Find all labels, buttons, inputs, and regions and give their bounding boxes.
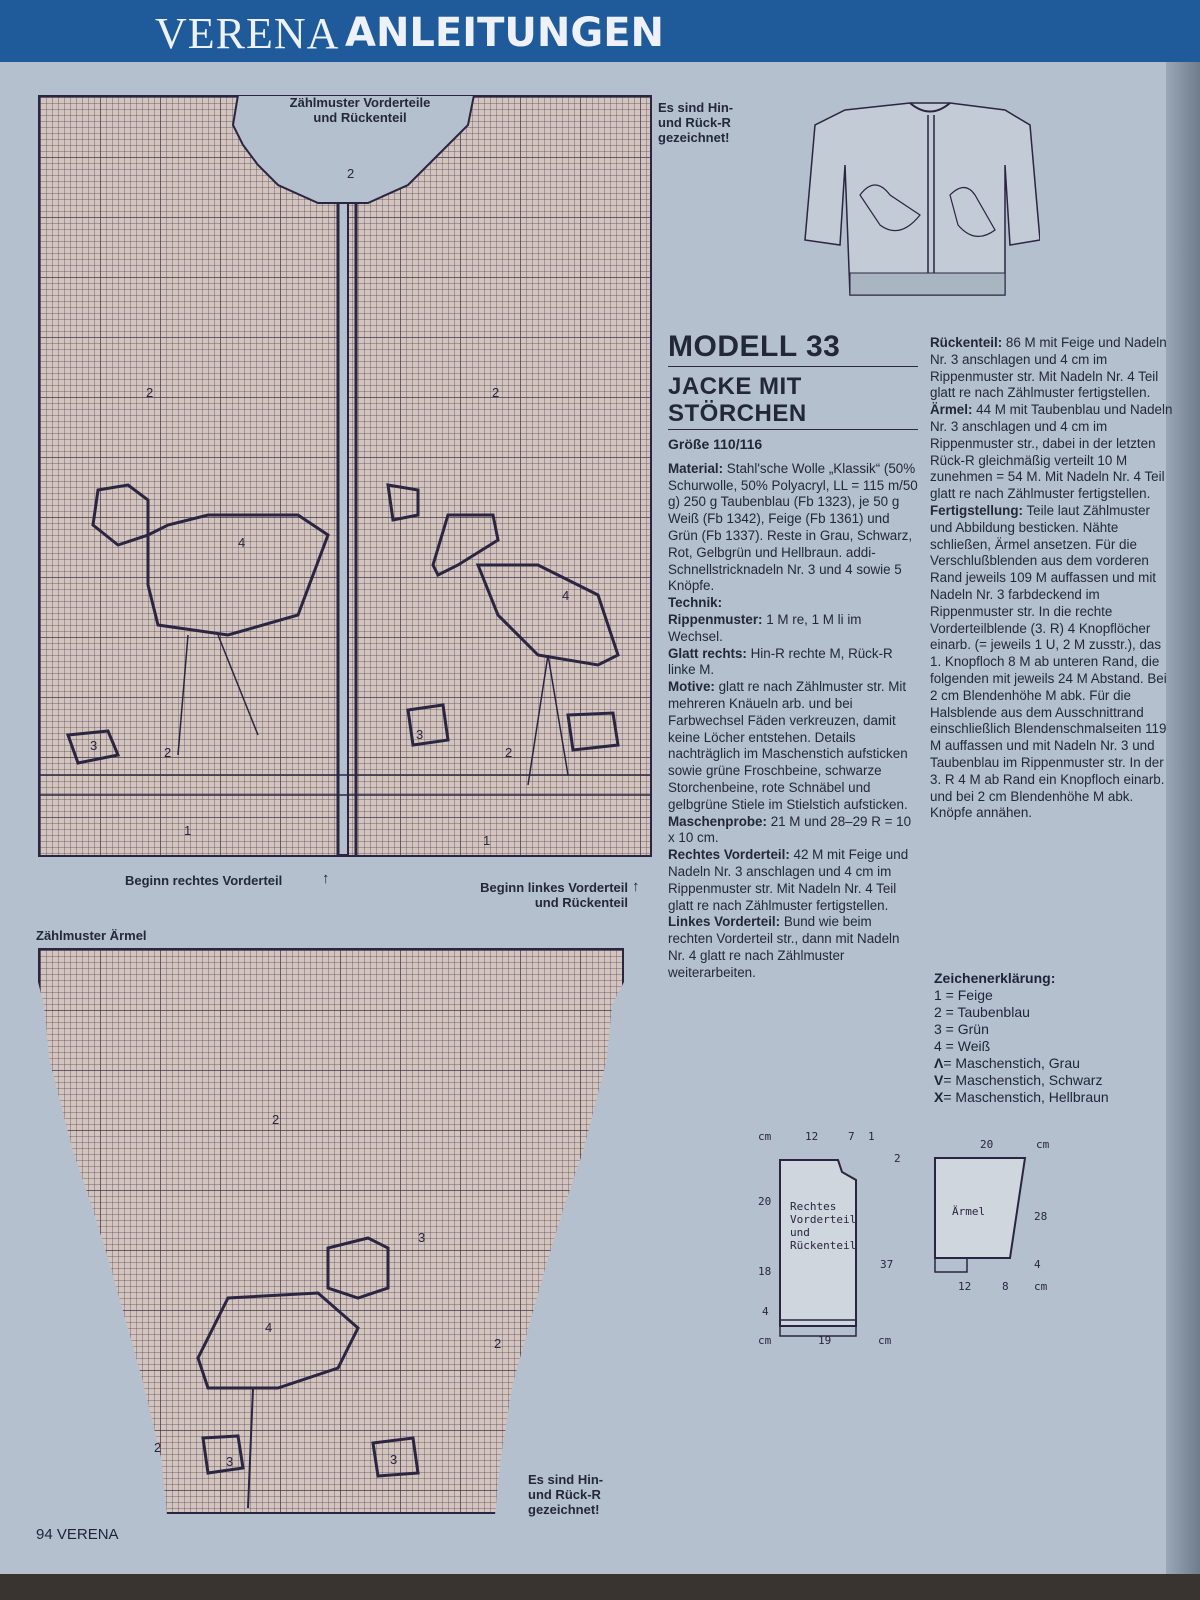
chart-number: 2 xyxy=(492,385,500,400)
lvt-label: Linkes Vorderteil: xyxy=(668,914,781,930)
begin-left-front-label: Beginn linkes Vorderteil und Rückenteil xyxy=(480,880,628,910)
symbol-legend xyxy=(934,970,1174,1106)
size-info: Größe 110/116 xyxy=(668,436,763,452)
motive-label: Motive: xyxy=(668,679,715,695)
dim-label: 8 xyxy=(1002,1280,1009,1293)
rippen-label: Rippenmuster: xyxy=(668,611,763,627)
rippen-paragraph xyxy=(668,612,918,646)
begin-right-front-label: Beginn rechtes Vorderteil xyxy=(125,873,283,888)
glatt-label: Glatt rechts: xyxy=(668,645,747,661)
material-text: Stahl'sche Wolle „Klassik“ (50% Schurwolle, 50% Polyacryl, LL = 115 m/50 g) 250 g Taubenblau (Fb 1323), je 50 g Weiß (Fb 1342), Feige (Fb 1361) und Grün (Fb 1337). Reste in Grau, Schwarz, Rot, Gelbgrün und Hellbraun. addi-Schnellstricknadeln Nr. 3 und 4 sowie 5 Knöpfe. xyxy=(668,460,918,594)
dim-label: 28 xyxy=(1034,1210,1048,1223)
chart-number: 3 xyxy=(418,1230,426,1245)
page-bottom-edge xyxy=(0,1574,1200,1600)
chart-number: 2 xyxy=(272,1112,280,1127)
note-hin-rueck-top: Es sind Hin- und Rück-R gezeichnet! xyxy=(658,100,734,145)
rvt-label: Rechtes Vorderteil: xyxy=(668,847,790,863)
chart-number: 1 xyxy=(184,823,192,838)
motive-text: glatt re nach Zählmuster str. Mit mehreren Knäueln arb. und bei Farbwechsel Fäden verkreuzen, damit keine Löcher entstehen. Details nachträglich im Maschenstich aufsticken sowie grüne Froschbeine, schwarze Storchenbeine, rote Schnäbel und gelbgrüne Stiele im Stielstich aufsticken. xyxy=(668,679,908,812)
fertig-label: Fertigstellung: xyxy=(930,502,1023,518)
legend-title: Zeichenerklärung: xyxy=(934,970,1056,986)
jacket-illustration xyxy=(800,95,1040,305)
dim-label: 7 xyxy=(848,1130,855,1143)
model-number: MODELL 33 xyxy=(668,330,918,367)
aermel-paragraph xyxy=(930,402,1175,503)
chart-number: 2 xyxy=(164,745,172,760)
chart-number: 2 xyxy=(146,385,154,400)
dim-label: 18 xyxy=(758,1265,772,1278)
legend-item: 2 = Taubenblau xyxy=(934,1004,1030,1020)
instructions-column-1 xyxy=(668,330,918,982)
front-chart-overlay xyxy=(38,95,652,857)
note-hin-rueck-bottom: Es sind Hin- und Rück-R gezeichnet! xyxy=(528,1472,604,1517)
chart-number: 2 xyxy=(494,1336,502,1351)
dim-label: 4 xyxy=(1034,1258,1041,1271)
probe-paragraph xyxy=(668,814,918,848)
header-bar xyxy=(0,0,1200,62)
legend-item: 4 = Weiß xyxy=(934,1038,991,1054)
sleeve-chart-title: Zählmuster Ärmel xyxy=(36,928,147,943)
dim-label: cm xyxy=(758,1334,772,1347)
chart-number: 2 xyxy=(154,1440,162,1455)
dim-label: 12 xyxy=(805,1130,819,1143)
legend-item-text: = Maschenstich, Schwarz xyxy=(943,1072,1103,1088)
chart-number: 4 xyxy=(562,588,570,603)
dim-label: 20 xyxy=(980,1138,994,1151)
dim-label: 19 xyxy=(818,1334,832,1347)
rippen-text: 1 M re, 1 M li im Wechsel. xyxy=(668,611,862,644)
page-footer: 94 VERENA xyxy=(36,1526,119,1543)
fertig-text: Teile laut Zählmuster und Abbildung besticken. Nähte schließen, Ärmel ansetzen. Für die Verschlußblenden aus dem vorderen Rand jeweils 109 M auffassen und mit Nadeln Nr. 3 farbdeckend im Rippenmuster str. In die rechte Vorderteilblende (3. R) 4 Knopflöcher einarb. (= jeweils 1 U, 2 M zusstr.), das 1. Knopfloch 8 M ab unteren Rand, die folgenden mit jeweils 24 M Abstand. Bei 2 cm Blendenhöhe M abk. Für die Halsblende aus dem Ausschnittrand einschließlich Blendenschmalseiten 119 M auffassen und mit Nadeln Nr. 3 und Taubenblau im Rippenmuster str. In der 3. R 4 M ab Rand ein Knopfloch einarb. und bei 2 cm Blendenhöhe M abk. Knöpfe annähen. xyxy=(930,502,1167,821)
fertig-paragraph xyxy=(930,503,1175,822)
dim-label: 37 xyxy=(880,1258,894,1271)
chart-number: 1 xyxy=(483,833,491,848)
dim-label: cm xyxy=(1034,1280,1048,1293)
schematic-body-label: Rechtes Vorderteil und Rückenteil xyxy=(790,1200,857,1252)
article-title-line: JACKE MIT xyxy=(668,373,802,400)
lvt-text: Bund wie beim rechten Vorderteil str., dann mit Nadeln Nr. 4 glatt re nach Zählmuster weiterarbeiten. xyxy=(668,914,900,980)
aermel-label: Ärmel: xyxy=(930,402,973,418)
dim-label: 1 xyxy=(868,1130,875,1143)
arrow-up: ↑ xyxy=(322,870,330,887)
dim-label: 12 xyxy=(958,1280,972,1293)
material-paragraph xyxy=(668,461,918,595)
brand-logo: VERENA xyxy=(155,9,340,58)
title-rule xyxy=(668,429,918,430)
probe-text: 21 M und 28–29 R = 10 x 10 cm. xyxy=(668,813,912,846)
v-symbol-icon: V xyxy=(934,1072,944,1088)
glatt-paragraph xyxy=(668,646,918,680)
dim-label: 20 xyxy=(758,1195,772,1208)
material-label: Material: xyxy=(668,460,724,476)
article-title-line: STÖRCHEN xyxy=(668,400,807,427)
legend-item xyxy=(934,1089,1174,1106)
glatt-text: Hin-R rechte M, Rück-R linke M. xyxy=(668,645,893,678)
rt-label: Rückenteil: xyxy=(930,335,1003,350)
legend-item-text: = Maschenstich, Grau xyxy=(943,1055,1080,1071)
legend-item xyxy=(934,1055,1174,1072)
chart-number: 3 xyxy=(416,727,424,742)
chart-number: 2 xyxy=(347,166,355,181)
chart-number: 4 xyxy=(265,1320,273,1335)
caret-symbol-icon: Λ xyxy=(934,1055,944,1071)
rvt-paragraph xyxy=(668,847,918,914)
dim-label: cm xyxy=(758,1130,772,1143)
legend-item-text: = Maschenstich, Hellbraun xyxy=(943,1089,1109,1105)
chart-number: 4 xyxy=(238,535,246,550)
chart-number: 3 xyxy=(90,738,98,753)
chart-number: 2 xyxy=(505,745,513,760)
rt-text: 86 M mit Feige und Nadeln Nr. 3 anschlagen und 4 cm im Rippenmuster str. Mit Nadeln Nr. 4 Teil glatt re nach Zählmuster fertigstellen. xyxy=(930,335,1167,401)
section-title: ANLEITUNGEN xyxy=(345,10,665,56)
technik-heading: Technik: xyxy=(668,595,723,611)
motive-paragraph xyxy=(668,679,918,813)
rvt-text: 42 M mit Feige und Nadeln Nr. 3 anschlagen und 4 cm im Rippenmuster str. Mit Nadeln Nr. 4 Teil glatt re nach Zählmuster fertigstellen. xyxy=(668,847,909,913)
chart-number: 3 xyxy=(390,1452,398,1467)
chart-number: 3 xyxy=(226,1454,234,1469)
probe-label: Maschenprobe: xyxy=(668,813,767,829)
article-title xyxy=(668,373,918,427)
schematic-sleeve-label: Ärmel xyxy=(952,1205,986,1218)
lvt-paragraph xyxy=(668,914,918,981)
rt-paragraph xyxy=(930,335,1175,402)
dim-label: cm xyxy=(1036,1138,1050,1151)
dim-label: cm xyxy=(878,1334,892,1347)
dim-label: 2 xyxy=(894,1152,901,1165)
sleeve-chart-overlay xyxy=(38,948,624,1514)
dim-label: 4 xyxy=(762,1305,769,1318)
legend-item xyxy=(934,1072,1174,1089)
front-chart-title: Zählmuster Vorderteile und Rückenteil xyxy=(289,95,431,125)
x-symbol-icon: X xyxy=(934,1089,944,1105)
arrow-up: ↑ xyxy=(632,878,640,895)
legend-item: 1 = Feige xyxy=(934,987,993,1003)
instructions-column-2 xyxy=(930,335,1175,822)
aermel-text: 44 M mit Taubenblau und Nadeln Nr. 3 anschlagen und 4 cm im Rippenmuster str., dabei in der letzten Rück-R gleichmäßig verteilt 10 M zunehmen = 54 M. Mit Nadeln Nr. 4 Teil glatt re nach Zählmuster fertigstellen. xyxy=(930,402,1173,502)
legend-item: 3 = Grün xyxy=(934,1021,989,1037)
